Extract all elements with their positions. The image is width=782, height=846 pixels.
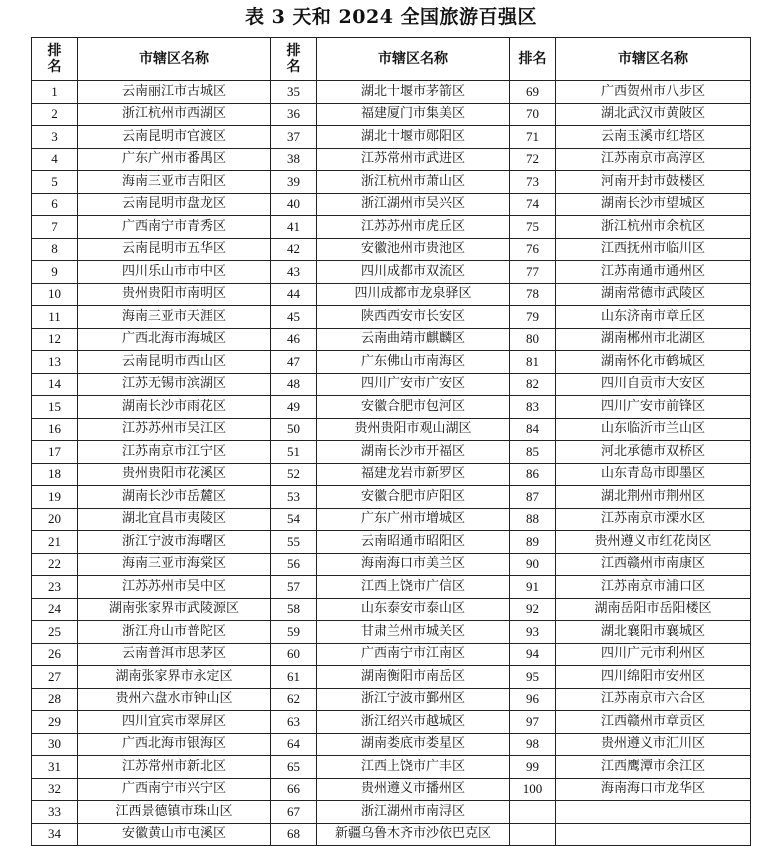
- district-name-cell: 广东广州市番禺区: [78, 148, 271, 171]
- district-name-cell: 湖南长沙市望城区: [556, 193, 751, 216]
- table-row: [32, 666, 751, 689]
- rank-cell: 78: [510, 283, 556, 306]
- table-row: [32, 261, 751, 284]
- table-row: [32, 373, 751, 396]
- table-row: [32, 283, 751, 306]
- district-name-cell: 山东青岛市即墨区: [556, 463, 751, 486]
- district-name-cell: 湖北襄阳市襄城区: [556, 621, 751, 644]
- rank-cell: 54: [271, 508, 317, 531]
- district-name-cell: 海南三亚市海棠区: [78, 553, 271, 576]
- district-name-cell: 湖北武汉市黄陂区: [556, 103, 751, 126]
- district-name-cell: 四川乐山市市中区: [78, 261, 271, 284]
- rank-cell: 16: [32, 418, 78, 441]
- district-name-cell: 浙江绍兴市越城区: [317, 711, 510, 734]
- district-name-cell: 浙江湖州市南浔区: [317, 801, 510, 824]
- district-name-cell: 海南海口市美兰区: [317, 553, 510, 576]
- district-name-cell: 四川成都市双流区: [317, 261, 510, 284]
- table-row: [32, 171, 751, 194]
- table-row: [32, 553, 751, 576]
- ranking-table: [31, 37, 751, 846]
- rank-cell: 21: [32, 531, 78, 554]
- rank-cell: 39: [271, 171, 317, 194]
- table-row: [32, 81, 751, 104]
- district-name-cell: 广西北海市银海区: [78, 733, 271, 756]
- district-name-cell: 安徽合肥市庐阳区: [317, 486, 510, 509]
- table-row: [32, 328, 751, 351]
- district-name-cell: 陕西西安市长安区: [317, 306, 510, 329]
- rank-cell: 49: [271, 396, 317, 419]
- rank-cell: 47: [271, 351, 317, 374]
- district-name-cell: 湖南张家界市永定区: [78, 666, 271, 689]
- district-name-cell: 云南曲靖市麒麟区: [317, 328, 510, 351]
- district-name-cell: 湖南怀化市鹤城区: [556, 351, 751, 374]
- district-name-cell: 四川成都市龙泉驿区: [317, 283, 510, 306]
- district-name-cell: [556, 823, 751, 846]
- rank-cell: 13: [32, 351, 78, 374]
- rank-cell: 29: [32, 711, 78, 734]
- district-name-cell: 江苏常州市武进区: [317, 148, 510, 171]
- district-name-cell: 四川广元市利州区: [556, 643, 751, 666]
- table-row: [32, 531, 751, 554]
- table-row: [32, 148, 751, 171]
- rank-cell: 37: [271, 126, 317, 149]
- district-name-cell: 江苏南京市溧水区: [556, 508, 751, 531]
- district-name-header: 市辖区名称: [78, 38, 271, 81]
- rank-cell: 98: [510, 733, 556, 756]
- table-row: [32, 778, 751, 801]
- rank-cell: 93: [510, 621, 556, 644]
- district-name-cell: 河北承德市双桥区: [556, 441, 751, 464]
- district-name-cell: 湖北宜昌市夷陵区: [78, 508, 271, 531]
- district-name-cell: 新疆乌鲁木齐市沙依巴克区: [317, 823, 510, 846]
- rank-cell: 27: [32, 666, 78, 689]
- district-name-cell: 贵州贵阳市南明区: [78, 283, 271, 306]
- rank-cell: 22: [32, 553, 78, 576]
- table-row: [32, 643, 751, 666]
- district-name-cell: 江西赣州市章贡区: [556, 711, 751, 734]
- table-row: [32, 306, 751, 329]
- district-name-cell: 湖北荆州市荆州区: [556, 486, 751, 509]
- district-name-cell: 云南昆明市五华区: [78, 238, 271, 261]
- rank-cell: 97: [510, 711, 556, 734]
- table-row: [32, 598, 751, 621]
- rank-cell: 66: [271, 778, 317, 801]
- rank-cell: 23: [32, 576, 78, 599]
- district-name-cell: 江苏南京市江宁区: [78, 441, 271, 464]
- rank-cell: 36: [271, 103, 317, 126]
- district-name-cell: 河南开封市鼓楼区: [556, 171, 751, 194]
- district-name-cell: 云南普洱市思茅区: [78, 643, 271, 666]
- district-name-cell: 浙江宁波市鄞州区: [317, 688, 510, 711]
- rank-cell: 26: [32, 643, 78, 666]
- rank-cell: 68: [271, 823, 317, 846]
- rank-cell: 5: [32, 171, 78, 194]
- rank-cell: 24: [32, 598, 78, 621]
- rank-cell: 6: [32, 193, 78, 216]
- rank-cell: 18: [32, 463, 78, 486]
- rank-cell: 90: [510, 553, 556, 576]
- rank-cell: 67: [271, 801, 317, 824]
- district-name-cell: 浙江宁波市海曙区: [78, 531, 271, 554]
- rank-cell: 91: [510, 576, 556, 599]
- district-name-cell: 湖南张家界市武陵源区: [78, 598, 271, 621]
- rank-cell: 72: [510, 148, 556, 171]
- district-name-cell: 福建龙岩市新罗区: [317, 463, 510, 486]
- rank-cell: 4: [32, 148, 78, 171]
- rank-cell: 77: [510, 261, 556, 284]
- table-row: [32, 711, 751, 734]
- rank-cell: 20: [32, 508, 78, 531]
- rank-cell: 99: [510, 756, 556, 779]
- district-name-cell: 广西南宁市江南区: [317, 643, 510, 666]
- table-row: [32, 103, 751, 126]
- rank-cell: 34: [32, 823, 78, 846]
- rank-cell: 95: [510, 666, 556, 689]
- table-row: [32, 756, 751, 779]
- rank-cell: 83: [510, 396, 556, 419]
- rank-cell: 63: [271, 711, 317, 734]
- rank-cell: 35: [271, 81, 317, 104]
- district-name-header: 市辖区名称: [317, 38, 510, 81]
- district-name-cell: 江苏南京市高淳区: [556, 148, 751, 171]
- district-name-cell: 江苏南京市浦口区: [556, 576, 751, 599]
- rank-cell: 82: [510, 373, 556, 396]
- rank-cell: 56: [271, 553, 317, 576]
- district-name-cell: 江西景德镇市珠山区: [78, 801, 271, 824]
- district-name-cell: 湖北十堰市茅箭区: [317, 81, 510, 104]
- district-name-cell: 云南昆明市西山区: [78, 351, 271, 374]
- rank-cell: 58: [271, 598, 317, 621]
- district-name-cell: 贵州贵阳市观山湖区: [317, 418, 510, 441]
- rank-cell: 92: [510, 598, 556, 621]
- district-name-cell: 广西北海市海城区: [78, 328, 271, 351]
- rank-cell: 81: [510, 351, 556, 374]
- rank-cell: 53: [271, 486, 317, 509]
- table-row: [32, 801, 751, 824]
- rank-cell: 12: [32, 328, 78, 351]
- district-name-cell: 云南昆明市官渡区: [78, 126, 271, 149]
- rank-cell: 76: [510, 238, 556, 261]
- rank-cell: 70: [510, 103, 556, 126]
- district-name-cell: 四川宜宾市翠屏区: [78, 711, 271, 734]
- district-name-cell: 江西鹰潭市余江区: [556, 756, 751, 779]
- rank-cell: 50: [271, 418, 317, 441]
- rank-cell: 94: [510, 643, 556, 666]
- rank-cell: 8: [32, 238, 78, 261]
- rank-cell: 64: [271, 733, 317, 756]
- district-name-cell: 安徽黄山市屯溪区: [78, 823, 271, 846]
- rank-cell: 86: [510, 463, 556, 486]
- district-name-cell: 江苏苏州市吴江区: [78, 418, 271, 441]
- rank-cell: 17: [32, 441, 78, 464]
- district-name-cell: 贵州六盘水市钟山区: [78, 688, 271, 711]
- district-name-cell: 广西贺州市八步区: [556, 81, 751, 104]
- district-name-cell: 湖南长沙市开福区: [317, 441, 510, 464]
- rank-cell: 100: [510, 778, 556, 801]
- rank-cell: 79: [510, 306, 556, 329]
- district-name-cell: 福建厦门市集美区: [317, 103, 510, 126]
- rank-cell: 80: [510, 328, 556, 351]
- district-name-cell: 广东广州市增城区: [317, 508, 510, 531]
- rank-cell: 65: [271, 756, 317, 779]
- rank-cell: 60: [271, 643, 317, 666]
- rank-cell: 2: [32, 103, 78, 126]
- district-name-cell: 广西南宁市青秀区: [78, 216, 271, 239]
- table-row: [32, 486, 751, 509]
- rank-cell: 41: [271, 216, 317, 239]
- table-row: [32, 441, 751, 464]
- rank-cell: 9: [32, 261, 78, 284]
- rank-cell: 87: [510, 486, 556, 509]
- district-name-cell: 江苏常州市新北区: [78, 756, 271, 779]
- district-name-cell: 山东济南市章丘区: [556, 306, 751, 329]
- rank-cell: 75: [510, 216, 556, 239]
- rank-cell: 89: [510, 531, 556, 554]
- district-name-cell: 江西抚州市临川区: [556, 238, 751, 261]
- district-name-cell: 云南丽江市古城区: [78, 81, 271, 104]
- rank-cell: 74: [510, 193, 556, 216]
- district-name-cell: 山东临沂市兰山区: [556, 418, 751, 441]
- table-row: [32, 463, 751, 486]
- table-row: [32, 193, 751, 216]
- table-row: [32, 823, 751, 846]
- table-row: [32, 126, 751, 149]
- rank-cell: 62: [271, 688, 317, 711]
- district-name-cell: 江苏苏州市虎丘区: [317, 216, 510, 239]
- district-name-cell: 广西南宁市兴宁区: [78, 778, 271, 801]
- district-name-cell: 云南昆明市盘龙区: [78, 193, 271, 216]
- table-row: [32, 688, 751, 711]
- rank-cell: 48: [271, 373, 317, 396]
- rank-cell: 43: [271, 261, 317, 284]
- table-row: [32, 508, 751, 531]
- rank-cell: 19: [32, 486, 78, 509]
- district-name-cell: 云南昭通市昭阳区: [317, 531, 510, 554]
- rank-cell: 42: [271, 238, 317, 261]
- rank-cell: 15: [32, 396, 78, 419]
- district-name-cell: 海南三亚市天涯区: [78, 306, 271, 329]
- district-name-cell: 贵州遵义市汇川区: [556, 733, 751, 756]
- rank-cell: 73: [510, 171, 556, 194]
- rank-cell: 33: [32, 801, 78, 824]
- table-body: [32, 81, 751, 846]
- rank-cell: 52: [271, 463, 317, 486]
- district-name-cell: 江西赣州市南康区: [556, 553, 751, 576]
- rank-cell: 51: [271, 441, 317, 464]
- rank-cell: 55: [271, 531, 317, 554]
- district-name-header: 市辖区名称: [556, 38, 751, 81]
- district-name-cell: 江苏南通市通州区: [556, 261, 751, 284]
- district-name-cell: 湖南常德市武陵区: [556, 283, 751, 306]
- district-name-cell: 湖南娄底市娄星区: [317, 733, 510, 756]
- rank-cell: 10: [32, 283, 78, 306]
- rank-cell: 11: [32, 306, 78, 329]
- table-row: [32, 351, 751, 374]
- rank-header: 排 名: [271, 38, 317, 81]
- district-name-cell: 江西上饶市广丰区: [317, 756, 510, 779]
- district-name-cell: 贵州遵义市播州区: [317, 778, 510, 801]
- district-name-cell: 四川广安市广安区: [317, 373, 510, 396]
- table-row: [32, 621, 751, 644]
- table-row: [32, 216, 751, 239]
- table-row: [32, 238, 751, 261]
- rank-cell: 69: [510, 81, 556, 104]
- district-name-cell: 湖南衡阳市南岳区: [317, 666, 510, 689]
- rank-cell: [510, 823, 556, 846]
- rank-cell: 28: [32, 688, 78, 711]
- rank-cell: 46: [271, 328, 317, 351]
- rank-cell: 31: [32, 756, 78, 779]
- district-name-cell: 安徽池州市贵池区: [317, 238, 510, 261]
- rank-cell: 57: [271, 576, 317, 599]
- rank-cell: 84: [510, 418, 556, 441]
- district-name-cell: [556, 801, 751, 824]
- district-name-cell: 江西上饶市广信区: [317, 576, 510, 599]
- rank-cell: 40: [271, 193, 317, 216]
- rank-cell: 96: [510, 688, 556, 711]
- rank-cell: 85: [510, 441, 556, 464]
- rank-cell: 3: [32, 126, 78, 149]
- district-name-cell: 甘肃兰州市城关区: [317, 621, 510, 644]
- rank-cell: 30: [32, 733, 78, 756]
- table-row: [32, 418, 751, 441]
- district-name-cell: 江苏无锡市滨湖区: [78, 373, 271, 396]
- district-name-cell: 湖南长沙市岳麓区: [78, 486, 271, 509]
- district-name-cell: 云南玉溪市红塔区: [556, 126, 751, 149]
- district-name-cell: 贵州遵义市红花岗区: [556, 531, 751, 554]
- district-name-cell: 湖北十堰市郧阳区: [317, 126, 510, 149]
- table-row: [32, 733, 751, 756]
- rank-cell: 45: [271, 306, 317, 329]
- district-name-cell: 浙江杭州市西湖区: [78, 103, 271, 126]
- district-name-cell: 海南三亚市吉阳区: [78, 171, 271, 194]
- district-name-cell: 海南海口市龙华区: [556, 778, 751, 801]
- header-row: [32, 38, 751, 81]
- district-name-cell: 广东佛山市南海区: [317, 351, 510, 374]
- district-name-cell: 浙江湖州市吴兴区: [317, 193, 510, 216]
- district-name-cell: 四川绵阳市安州区: [556, 666, 751, 689]
- rank-cell: 61: [271, 666, 317, 689]
- rank-cell: 14: [32, 373, 78, 396]
- rank-cell: 7: [32, 216, 78, 239]
- rank-cell: 88: [510, 508, 556, 531]
- district-name-cell: 四川自贡市大安区: [556, 373, 751, 396]
- district-name-cell: 山东泰安市泰山区: [317, 598, 510, 621]
- table-row: [32, 576, 751, 599]
- district-name-cell: 安徽合肥市包河区: [317, 396, 510, 419]
- rank-cell: 59: [271, 621, 317, 644]
- district-name-cell: 湖南郴州市北湖区: [556, 328, 751, 351]
- rank-header: 排名: [510, 38, 556, 81]
- rank-cell: 25: [32, 621, 78, 644]
- table-row: [32, 396, 751, 419]
- rank-cell: [510, 801, 556, 824]
- district-name-cell: 浙江杭州市萧山区: [317, 171, 510, 194]
- rank-cell: 71: [510, 126, 556, 149]
- district-name-cell: 湖南长沙市雨花区: [78, 396, 271, 419]
- district-name-cell: 浙江舟山市普陀区: [78, 621, 271, 644]
- district-name-cell: 江苏苏州市吴中区: [78, 576, 271, 599]
- rank-cell: 44: [271, 283, 317, 306]
- district-name-cell: 江苏南京市六合区: [556, 688, 751, 711]
- district-name-cell: 四川广安市前锋区: [556, 396, 751, 419]
- table-title: 表 3 天和 2024 全国旅游百强区: [244, 6, 538, 28]
- rank-cell: 38: [271, 148, 317, 171]
- rank-cell: 1: [32, 81, 78, 104]
- district-name-cell: 贵州贵阳市花溪区: [78, 463, 271, 486]
- district-name-cell: 浙江杭州市余杭区: [556, 216, 751, 239]
- rank-cell: 32: [32, 778, 78, 801]
- district-name-cell: 湖南岳阳市岳阳楼区: [556, 598, 751, 621]
- rank-header: 排 名: [32, 38, 78, 81]
